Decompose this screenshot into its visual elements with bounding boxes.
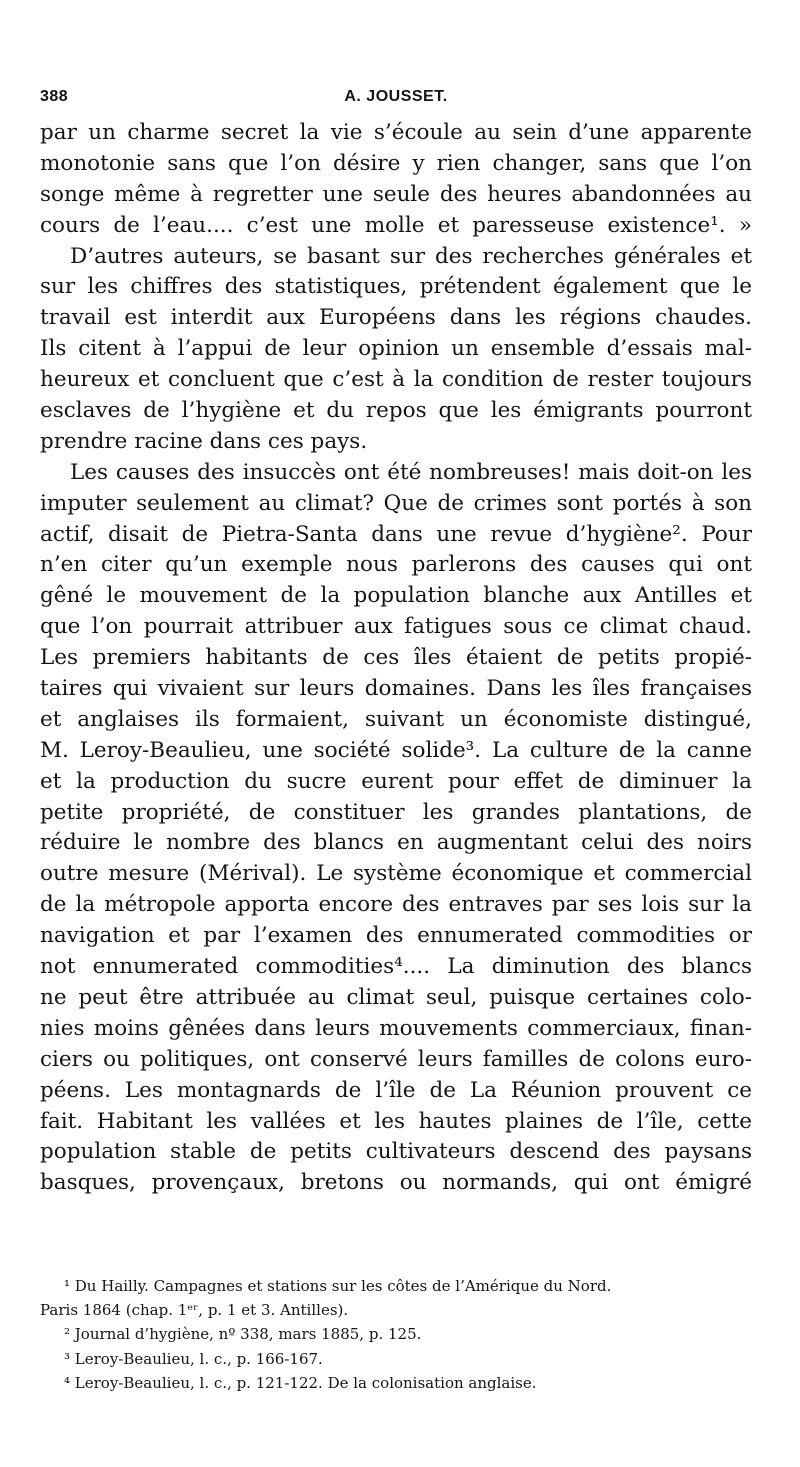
text-line: Ils citent à l’appui de leur opinion un ensemble d’essais mal- <box>40 336 752 362</box>
text-line: péens. Les montagnards de l’île de La Réunion prouvent ce <box>40 1077 752 1103</box>
text-line: population stable de petits cultivateurs descend des paysans <box>40 1139 752 1165</box>
text-line: D’autres auteurs, se basant sur des recherches générales et <box>70 243 752 269</box>
text-line: navigation et par l’examen des ennumerated commodities or <box>40 923 752 949</box>
text-line: sur les chiffres des statistiques, prétendent également que le <box>40 274 752 300</box>
text-line: et anglaises ils formaient, suivant un économiste distingué, <box>40 706 752 732</box>
text-line: et la production du sucre eurent pour effet de diminuer la <box>40 768 752 794</box>
running-head: A. JOUSSET. <box>344 88 448 105</box>
page-header <box>40 88 752 112</box>
footnote-line: Paris 1864 (chap. 1ᵉʳ, p. 1 et 3. Antilles). <box>40 1301 349 1320</box>
text-line: nies moins gênées dans leurs mouvements commerciaux, finan- <box>40 1015 752 1041</box>
footnote-line: ³ Leroy-Beaulieu, l. c., p. 166-167. <box>64 1349 323 1368</box>
text-line: actif, disait de Pietra-Santa dans une revue d’hygiène². Pour <box>40 521 752 547</box>
page-number: 388 <box>40 88 69 105</box>
text-line: basques, provençaux, bretons ou normands, qui ont émigré <box>40 1170 752 1196</box>
text-line: Les causes des insuccès ont été nombreuses! mais doit-on les <box>70 459 752 485</box>
text-line: de la métropole apporta encore des entraves par ses lois sur la <box>40 892 752 918</box>
text-line: Les premiers habitants de ces îles étaient de petits propié- <box>40 645 752 671</box>
text-line: petite propriété, de constituer les grandes plantations, de <box>40 799 752 825</box>
text-line: outre mesure (Mérival). Le système économique et commercial <box>40 861 752 887</box>
text-line: prendre racine dans ces pays. <box>40 428 368 454</box>
text-line: monotonie sans que l’on désire y rien changer, sans que l’on <box>40 150 752 176</box>
text-line: réduire le nombre des blancs en augmentant celui des noirs <box>40 830 752 856</box>
text-line: gêné le mouvement de la population blanche aux Antilles et <box>40 583 752 609</box>
text-line: M. Leroy-Beaulieu, une société solide³. La culture de la canne <box>40 737 752 763</box>
text-line: n’en citer qu’un exemple nous parlerons des causes qui ont <box>40 552 752 578</box>
body-text <box>40 118 752 1199</box>
text-line: songe même à regretter une seule des heures abandonnées au <box>40 181 752 207</box>
text-line: taires qui vivaient sur leurs domaines. Dans les îles françaises <box>40 676 752 702</box>
text-line: ciers ou politiques, ont conservé leurs familles de colons euro- <box>40 1046 752 1072</box>
footnote-line: ¹ Du Hailly. Campagnes et stations sur les côtes de l’Amérique du Nord. <box>64 1277 612 1295</box>
text-line: ne peut être attribuée au climat seul, puisque certaines colo- <box>40 984 752 1010</box>
footnotes <box>40 1274 752 1395</box>
footnote-line: ² Journal d’hygiène, nº 338, mars 1885, p. 125. <box>64 1325 422 1344</box>
footnote-line: ⁴ Leroy-Beaulieu, l. c., p. 121-122. De la colonisation anglaise. <box>64 1373 537 1392</box>
text-line: not ennumerated commodities⁴.... La diminution des blancs <box>40 954 752 980</box>
text-line: par un charme secret la vie s’écoule au sein d’une apparente <box>40 120 752 145</box>
text-line: que l’on pourrait attribuer aux fatigues sous ce climat chaud. <box>40 614 752 640</box>
text-line: fait. Habitant les vallées et les hautes plaines de l’île, cette <box>40 1108 752 1134</box>
text-line: imputer seulement au climat? Que de crimes sont portés à son <box>40 490 752 516</box>
text-line: heureux et concluent que c’est à la condition de rester toujours <box>40 367 752 393</box>
text-line: esclaves de l’hygiène et du repos que les émigrants pourront <box>40 398 752 424</box>
text-line: cours de l’eau.... c’est une molle et paresseuse existence¹. » <box>40 212 752 238</box>
text-line: travail est interdit aux Européens dans les régions chaudes. <box>40 305 752 331</box>
